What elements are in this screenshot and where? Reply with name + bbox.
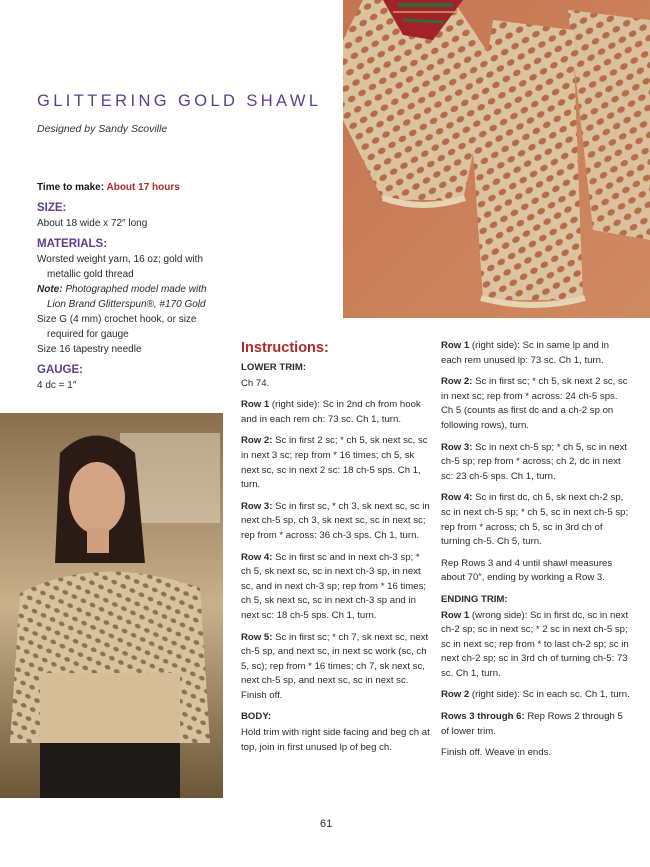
row-label: Row 4: bbox=[441, 492, 473, 504]
body-row-3 bbox=[441, 441, 631, 485]
gauge-text: 4 dc = 1″ bbox=[37, 380, 77, 391]
lower-trim-chain: Ch 74. bbox=[241, 377, 270, 389]
designer-credit: Designed by Sandy Scoville bbox=[37, 123, 168, 135]
note-text-cont: Lion Brand Glitterspun®, #170 Gold bbox=[47, 299, 206, 310]
time-value: About 17 hours bbox=[106, 182, 180, 193]
model-photo bbox=[0, 413, 223, 798]
model-photo-illustration bbox=[0, 413, 223, 798]
body-intro: Hold trim with right side facing and beg ch at top, join in first unused lp of beg ch. bbox=[241, 727, 430, 753]
materials-needle: Size 16 tapestry needle bbox=[37, 344, 142, 355]
row-text: (right side): Sc in 2nd ch from hook and in each rem ch: 73 sc. Ch 1, turn. bbox=[241, 399, 421, 425]
lower-trim-row-2 bbox=[241, 434, 431, 492]
row-label: Row 5: bbox=[241, 631, 273, 643]
row-text: Rep Rows 2 through 5 of lower trim. bbox=[441, 711, 623, 737]
page-title: GLITTERING GOLD SHAWL bbox=[37, 92, 322, 110]
row-text: (wrong side): Sc in first dc, sc in next ch-2 sp; sc in next sc; * 2 sc in next ch-5 sp; sc in next sc; rep from * to last ch-2 sp; sc in next ch-2 sp; sc in 3rd ch of turning ch-5: 73 sc. Ch 1, turn. bbox=[441, 609, 629, 679]
lower-trim-row-5 bbox=[241, 631, 431, 704]
size-heading: SIZE: bbox=[37, 202, 67, 214]
row-label: Row 2: bbox=[241, 435, 273, 447]
lower-trim-heading: LOWER TRIM: bbox=[241, 362, 307, 373]
gauge-heading: GAUGE: bbox=[37, 364, 83, 376]
instructions-column-2 bbox=[441, 339, 631, 768]
materials-column bbox=[37, 180, 237, 393]
time-to-make bbox=[37, 180, 237, 195]
time-label: Time to make: bbox=[37, 182, 105, 193]
row-label: Rows 3 through 6: bbox=[441, 711, 525, 723]
row-text: Sc in first 2 sc; * ch 5, sk next sc, sc in next 3 sc; rep from * 16 times; ch 5, sk next sc, sc in next 2 sc: 18 ch-5 sps. Ch 1, turn. bbox=[241, 435, 428, 491]
materials-note bbox=[37, 282, 237, 297]
row-label: Row 1 bbox=[241, 399, 270, 411]
row-text: (right side): Sc in each sc. Ch 1, turn. bbox=[469, 689, 630, 701]
row-label: Row 4: bbox=[241, 551, 273, 563]
note-text: Photographed model made with bbox=[65, 284, 207, 295]
instructions-column-1 bbox=[241, 361, 431, 762]
row-label: Row 2: bbox=[441, 376, 473, 388]
finish-off: Finish off. Weave in ends. bbox=[441, 747, 552, 759]
row-text: Sc in first sc; * ch 5, sk next 2 sc, sc in next sc; rep from * across: 24 ch-5 sps. Ch 5 (counts as first dc and a ch-2 sp on following rows), turn. bbox=[441, 376, 628, 431]
ending-trim-row-1 bbox=[441, 609, 631, 682]
instructions-title: Instructions: bbox=[241, 340, 329, 356]
materials-yarn: Worsted weight yarn, 16 oz; gold with bbox=[37, 254, 204, 265]
shawl-photo-illustration bbox=[343, 0, 650, 318]
row-label: Row 3: bbox=[241, 500, 273, 512]
ending-trim-rows-3-6 bbox=[441, 710, 631, 739]
ending-trim-row-2 bbox=[441, 688, 631, 703]
materials-yarn-cont: metallic gold thread bbox=[47, 269, 134, 280]
row-label: Row 3: bbox=[441, 441, 473, 453]
row-label: Row 1 bbox=[441, 340, 470, 351]
row-text: Sc in first dc, ch 5, sk next ch-2 sp, sc in next ch-5 sp; * ch 5, sc in next ch-5 sp; rep from * across; ch 5, sc in 3rd ch of turning ch-5. Ch 5, turn. bbox=[441, 492, 629, 548]
body-heading: BODY: bbox=[241, 711, 272, 723]
materials-hook: Size G (4 mm) crochet hook, or size bbox=[37, 314, 197, 325]
note-label: Note: bbox=[37, 284, 63, 295]
row-text: Sc in next ch-5 sp; * ch 5, sc in next ch-5 sp; rep from * across; ch 2, dc in next sc: 23 ch-5 sps. Ch 1, turn. bbox=[441, 441, 628, 482]
lower-trim-row-3 bbox=[241, 500, 431, 544]
shawl-photo bbox=[343, 0, 650, 318]
materials-hook-cont: required for gauge bbox=[47, 329, 129, 340]
row-text: Sc in first sc, * ch 3, sk next sc, sc in next ch-5 sp, ch 3, sk next sc, sc in next sc; rep from * across: 36 ch-3 sps. Ch 1, turn. bbox=[241, 500, 430, 541]
row-label: Row 1 bbox=[441, 609, 470, 621]
row-text: (right side): Sc in same lp and in each rem unused lp: 73 sc. Ch 1, turn. bbox=[441, 340, 609, 366]
body-row-2 bbox=[441, 375, 631, 433]
lower-trim-row-1 bbox=[241, 398, 431, 427]
row-text: Sc in first sc; * ch 7, sk next sc, next ch-5 sp, and next sc, in next sc work (sc, ch 5, sc); rep from * 16 times; ch 7, sk next sc, next ch-5 sp, and next sc, sc in next sc. Finish off. bbox=[241, 631, 429, 701]
row-text: Sc in first sc and in next ch-3 sp; * ch 5, sk next sc, sc in next ch-3 sp, in next sc, and in next ch-3 sp; rep from * 16 times; ch 5, sk next sc, sc in next ch-3 sp and in next sc: 18 ch-5 sps. Ch 1, turn. bbox=[241, 551, 427, 621]
size-text: About 18 wide x 72″ long bbox=[37, 218, 148, 229]
page-number: 61 bbox=[320, 818, 333, 830]
row-label: Row 2 bbox=[441, 689, 470, 701]
lower-trim-row-4 bbox=[241, 551, 431, 624]
materials-heading: MATERIALS: bbox=[37, 238, 108, 250]
ending-trim-heading: ENDING TRIM: bbox=[441, 593, 508, 605]
body-row-4 bbox=[441, 491, 631, 549]
body-repeat: Rep Rows 3 and 4 until shawl measures about 70″, ending by working a Row 3. bbox=[441, 557, 613, 584]
body-row-1 bbox=[441, 339, 631, 368]
